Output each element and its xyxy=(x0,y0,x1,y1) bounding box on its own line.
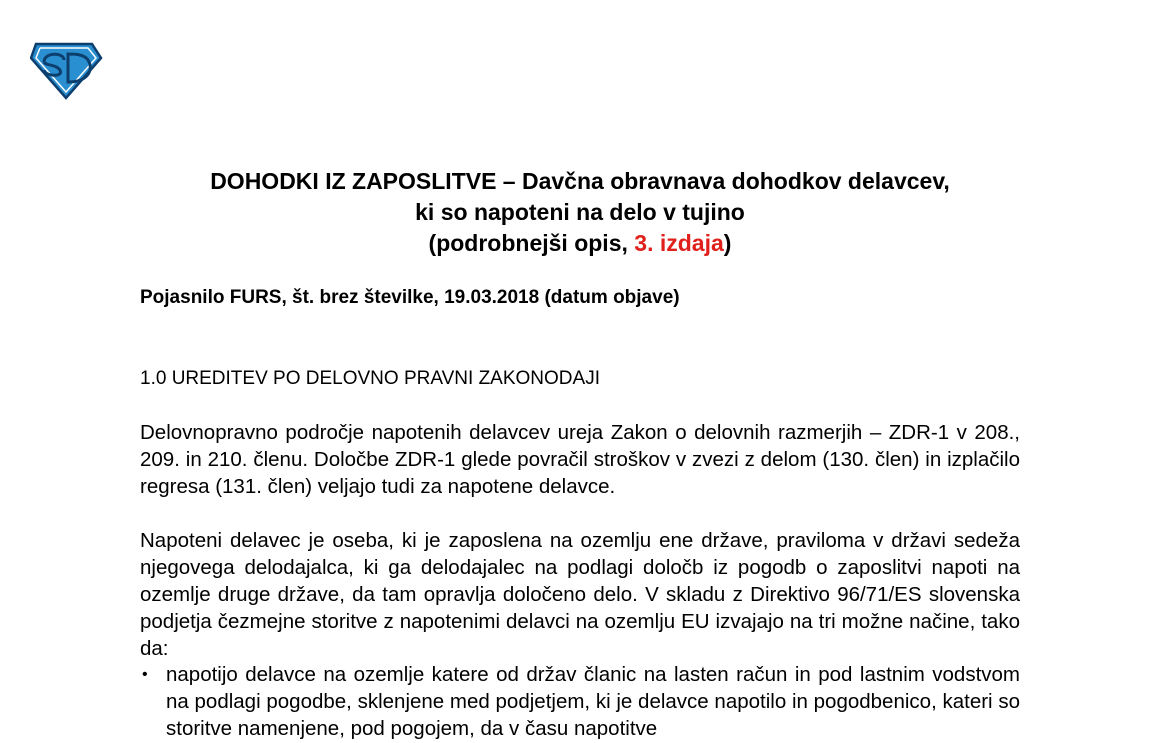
title-line-3-close: ) xyxy=(723,230,732,256)
bullet-list xyxy=(140,661,1020,742)
edition-label: 3. izdaja xyxy=(634,230,724,256)
document-title xyxy=(140,166,1020,259)
body-paragraph: Napoteni delavec je oseba, ki je zaposlena na ozemlju ene države, praviloma v državi sedeža njegovega delodajalca, ki ga delodajalec na podlagi določb iz pogodb o zaposlitvi napoti na ozemlje druge države, da tam opravlja določeno delo. V skladu z Direktivo 96/71/ES slovenska podjetja čezmejne storitve z napotenimi delavci na ozemlju EU izvajajo na tri možne načine, tako da: xyxy=(140,529,1020,660)
body-paragraph: Delovnopravno področje napotenih delavcev ureja Zakon o delovnih razmerjih – ZDR-1 v 208., 209. in 210. členu. Določbe ZDR-1 glede povračil stroškov v zvezi z delom (130. člen) in izplačilo regresa (131. člen) veljajo tudi za napotene delavce. xyxy=(140,421,1020,498)
section-heading: 1.0 UREDITEV PO DELOVNO PRAVNI ZAKONODAJI xyxy=(140,368,600,389)
title-line-1: DOHODKI IZ ZAPOSLITVE – Davčna obravnava dohodkov delavcev, xyxy=(210,168,950,194)
bullet-icon: • xyxy=(142,666,148,683)
list-item-text: napotijo delavce na ozemlje katere od držav članic na lasten račun in pod lastnim vodstvom na podlagi pogodbe, sklenjene med podjetjem, ki je delavce napotilo in pogodbenico, kateri so storitve namenjene, pod pogojem, da v času napotitve xyxy=(166,663,1020,740)
document-subheading: Pojasnilo FURS, št. brez številke, 19.03.2018 (datum objave) xyxy=(140,287,680,308)
title-line-2: ki so napoteni na delo v tujino xyxy=(415,199,745,225)
title-line-3-open: (podrobnejši opis, xyxy=(428,230,635,256)
sd-diamond-logo-icon xyxy=(30,40,104,100)
list-item xyxy=(140,661,1020,742)
title-line-3 xyxy=(140,228,1020,259)
